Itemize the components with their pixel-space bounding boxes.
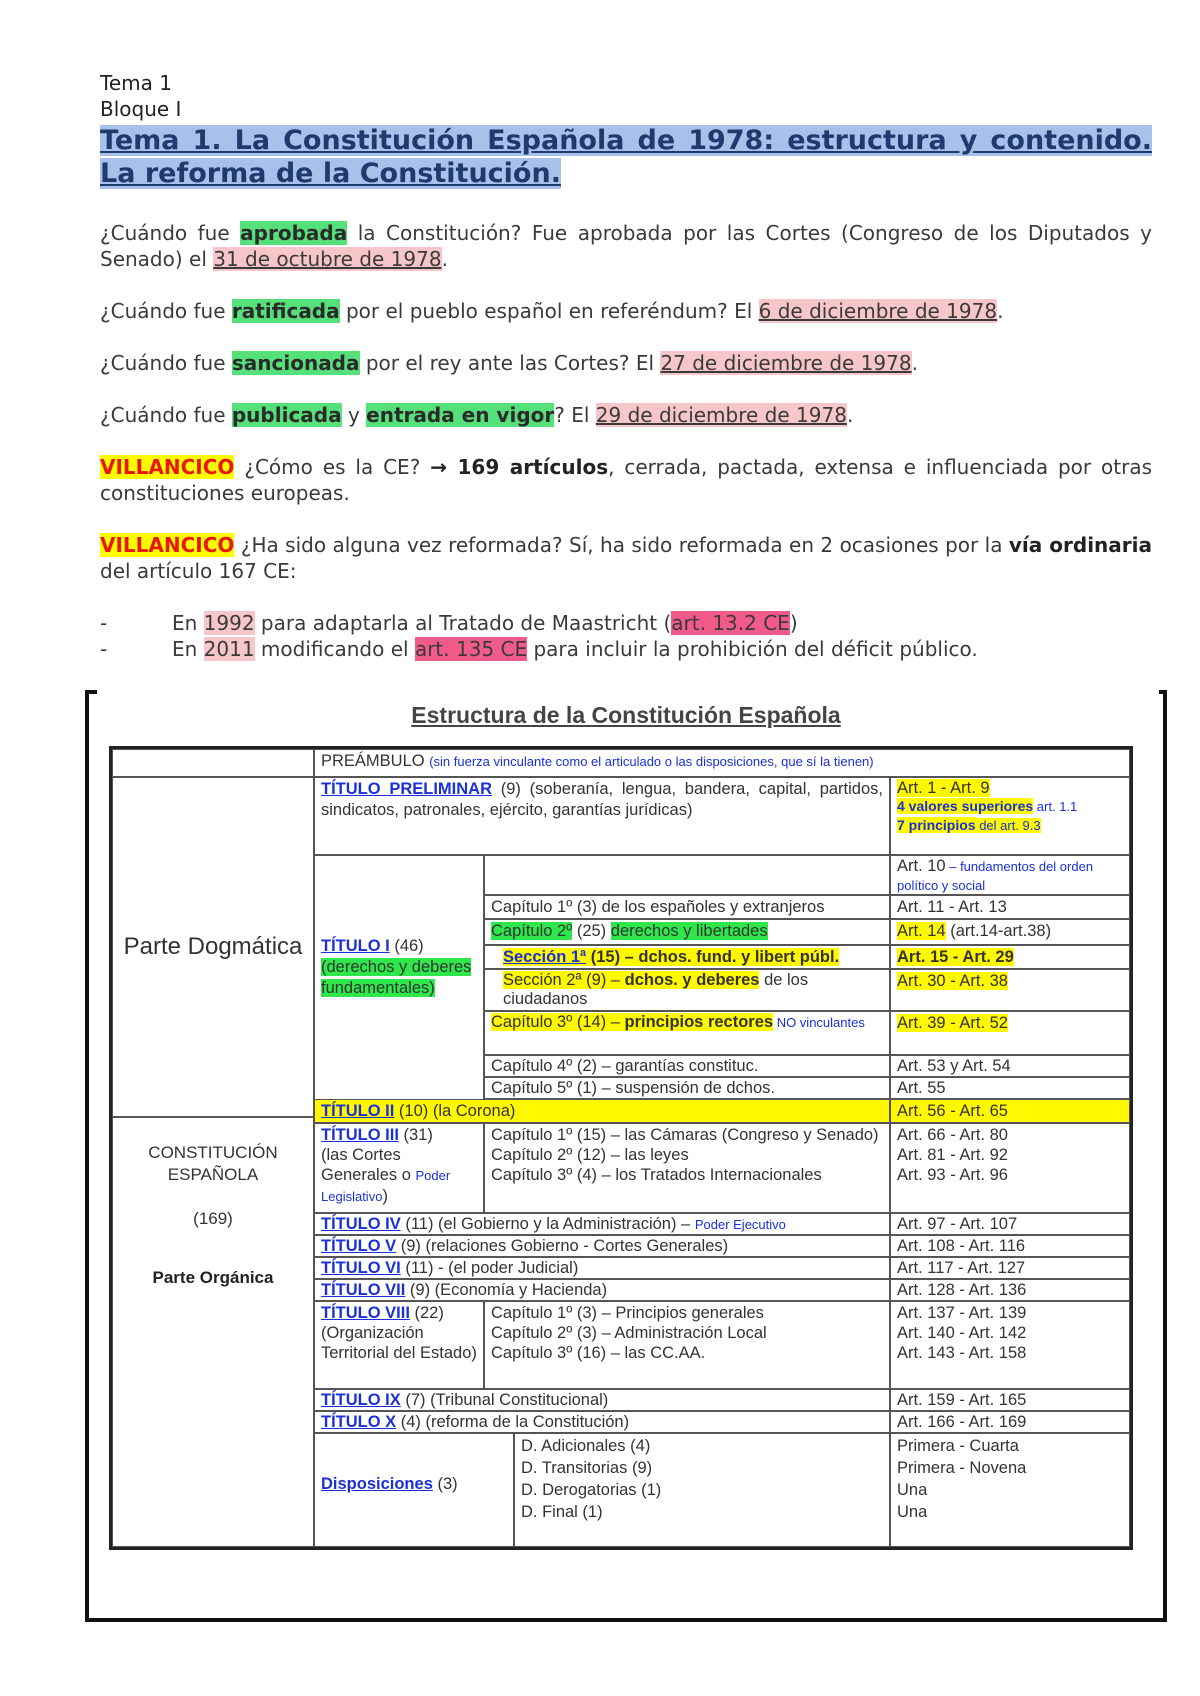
seccion-1-cell: Sección 1ª (15) – dchos. fund. y libert públ. [484,945,890,969]
titulo-iii-cell: TÍTULO III (31) (las Cortes Generales o Poder Legislativo) [314,1123,484,1213]
capitulo-2-cell: Capítulo 2º (25) derechos y libertades [484,919,890,945]
capitulo-1-cell: Capítulo 1º (3) de los españoles y extranjeros [484,895,890,919]
titulo-vi-link[interactable]: TÍTULO VI [321,1259,401,1277]
list-item: - En 2011 modificando el art. 135 CE para incluir la prohibición del déficit público. [100,637,978,661]
parte-organica-label: CONSTITUCIÓN ESPAÑOLA (169) Parte Orgánica [112,1117,314,1547]
capitulo-5-cell: Capítulo 5º (1) – suspensión de dchos. [484,1077,890,1099]
structure-title: Estructura de la Constitución Española [411,702,841,728]
structure-table: Parte Dogmática CONSTITUCIÓN ESPAÑOLA (169) Parte Orgánica PREÁMBULO (sin fuerza vinculante como el articulado o las disposiciones, que sí la tienen) TÍTULO PRELIMINAR (9) (soberanía, lengua, bandera, capital, partidos, sindicatos, patronales, ejército, garantías jurídicas) Art. 1 - Art. 9 4 valores superiores art. 1.1 7 principios del art. 9.3 TÍTULO I (46) (derechos y deberes fundamentales) Art. 10 – fundamentos del orden político y social Capítulo 1º (3) de los españoles y extranjeros Art. 11 - Art. 13 Capítulo 2º (25) derechos y libertades Art. 14 (art.14-art.38) Sección 1ª (15) – dchos. fund. y libert públ. Art. 15 - Art. 29 Sección 2ª (9) – dchos. y deberes de los ciudadanos Art. 30 - Art. 38 Capítulo 3º (14) – principios rectores NO vinculantes Art. 39 - Art. 52 Capítulo 4º (2) – garantías constituc. Art. 53 y Art. 54 Capítulo 5º (1) – suspensión de dchos. Art. 55 TÍTULO II (10) (la Corona) Art. 56 - Art. 65 TÍTULO III (31) (las Cortes Generales o Poder Legislativo) Capítulo 1º (15) – las Cámaras (Congreso y Senado) Capítulo 2º (12) – las leyes Capítulo 3º (4) – los Tratados Internacionales Art. 66 - Art. 80 Art. 81 - Art. 92 Art. 93 - Art. 96 TÍTULO IV (11) (el Gobierno y la Administración) – Poder Ejecutivo Art. 97 - Art. 107 TÍTULO V (9) (relaciones Gobierno - Cortes Generales) Art. 108 - Art. 116 TÍTULO VI (11) - (el poder Judicial) Art. 117 - Art. 127 TÍTULO VII (9) (Economía y Hacienda) Art. 128 - Art. 136 TÍTULO VIII (22) (Organización Territorial del Estado) Capítulo 1º (3) – Principios generales Capítulo 2º (3) – Administración Local Capítulo 3º (16) – las CC.AA. Art. 137 - Art. 139 Art. 140 - Art. 142 Art. 143 - Art. 158 TÍTULO IX (7) (Tribunal Constitucional) Art. 159 - Art. 165 TÍTULO X (4) (reforma de la Constitución) Art. 166 - Art. 169 Disposiciones (3) D. Adicionales (4) D. Transitorias (9) D. Derogatorias (1) D. Final (1) Primera - Cuarta Primera - Novena Una Una [109,746,1133,1550]
villancico-reformada: VILLANCICO ¿Ha sido alguna vez reformada? Sí, ha sido reformada en 2 ocasiones por la vía ordinaria del artículo 167 CE: [100,533,1153,583]
capitulo-3-cell: Capítulo 3º (14) – principios rectores NO vinculantes [484,1011,890,1055]
seccion-1-link[interactable]: Sección 1ª [503,948,587,966]
document-page [100,70,1152,662]
seccion-2-cell: Sección 2ª (9) – dchos. y deberes de los ciudadanos [484,969,890,1011]
titulo-vii-cell: TÍTULO VII (9) (Economía y Hacienda) [314,1279,890,1301]
disposiciones-list: D. Adicionales (4) D. Transitorias (9) D. Derogatorias (1) D. Final (1) [514,1433,890,1547]
question-aprobada: ¿Cuándo fue aprobada la Constitución? Fue aprobada por las Cortes (Congreso de los Diputados y Senado) el 31 de octubre de 1978. [100,221,1153,271]
titulo-x-cell: TÍTULO X (4) (reforma de la Constitución) [314,1411,890,1433]
titulo-preliminar-articles: Art. 1 - Art. 9 4 valores superiores art. 1.1 7 principios del art. 9.3 [890,777,1130,855]
titulo-viii-chapters: Capítulo 1º (3) – Principios generales Capítulo 2º (3) – Administración Local Capítulo 3º (16) – las CC.AA. [484,1301,890,1389]
art10-cell: Art. 10 – fundamentos del orden político y social [890,855,1130,895]
preambulo-row: PREÁMBULO (sin fuerza vinculante como el articulado o las disposiciones, que sí la tienen) [314,749,1130,777]
disposiciones-link[interactable]: Disposiciones [321,1475,433,1493]
page-title: Tema 1. La Constitución Española de 1978: estructura y contenido. La reforma de la Constitución. [100,125,1152,189]
header-block: Bloque I [100,97,182,121]
list-item: - En 1992 para adaptarla al Tratado de Maastricht (art. 13.2 CE) [100,611,798,635]
question-ratificada: ¿Cuándo fue ratificada por el pueblo español en referéndum? El 6 de diciembre de 1978. [100,299,1004,323]
parte-dogmatica-label: Parte Dogmática [112,777,314,1117]
reform-list [100,610,1152,662]
titulo-vi-cell: TÍTULO VI (11) - (el poder Judicial) [314,1257,890,1279]
titulo-preliminar-link[interactable]: TÍTULO PRELIMINAR [321,780,492,798]
titulo-preliminar-cell: TÍTULO PRELIMINAR (9) (soberanía, lengua, bandera, capital, partidos, sindicatos, patronales, ejército, garantías jurídicas) [314,777,890,855]
titulo-x-link[interactable]: TÍTULO X [321,1413,397,1431]
capitulo-4-cell: Capítulo 4º (2) – garantías constituc. [484,1055,890,1077]
villancico-como-es: VILLANCICO ¿Cómo es la CE? → 169 artículos, cerrada, pactada, extensa e influenciada por otras constituciones europeas. [100,455,1153,505]
titulo-iv-link[interactable]: TÍTULO IV [321,1215,401,1233]
header-topic: Tema 1 [100,71,172,95]
titulo-iii-link[interactable]: TÍTULO III [321,1126,399,1144]
titulo-iv-cell: TÍTULO IV (11) (el Gobierno y la Administración) – Poder Ejecutivo [314,1213,890,1235]
question-publicada: ¿Cuándo fue publicada y entrada en vigor? El 29 de diciembre de 1978. [100,403,854,427]
titulo-ix-link[interactable]: TÍTULO IX [321,1391,401,1409]
titulo-ii-cell: TÍTULO II (10) (la Corona) [314,1099,890,1123]
titulo-iii-chapters: Capítulo 1º (15) – las Cámaras (Congreso y Senado) Capítulo 2º (12) – las leyes Capítulo 3º (4) – los Tratados Internacionales [484,1123,890,1213]
titulo-i-cell: TÍTULO I (46) (derechos y deberes fundamentales) [314,855,484,1117]
titulo-viii-link[interactable]: TÍTULO VIII [321,1304,410,1322]
disposiciones-cell: Disposiciones (3) [314,1433,514,1547]
question-sancionada: ¿Cuándo fue sancionada por el rey ante las Cortes? El 27 de diciembre de 1978. [100,351,918,375]
titulo-v-link[interactable]: TÍTULO V [321,1237,397,1255]
titulo-vii-link[interactable]: TÍTULO VII [321,1281,406,1299]
titulo-ii-link[interactable]: TÍTULO II [321,1102,395,1120]
titulo-v-cell: TÍTULO V (9) (relaciones Gobierno - Cortes Generales) [314,1235,890,1257]
titulo-ix-cell: TÍTULO IX (7) (Tribunal Constitucional) [314,1389,890,1411]
titulo-viii-cell: TÍTULO VIII (22) (Organización Territorial del Estado) [314,1301,484,1389]
arrow-icon: → [430,455,447,479]
structure-frame [85,690,1167,1622]
titulo-i-link[interactable]: TÍTULO I [321,937,390,955]
